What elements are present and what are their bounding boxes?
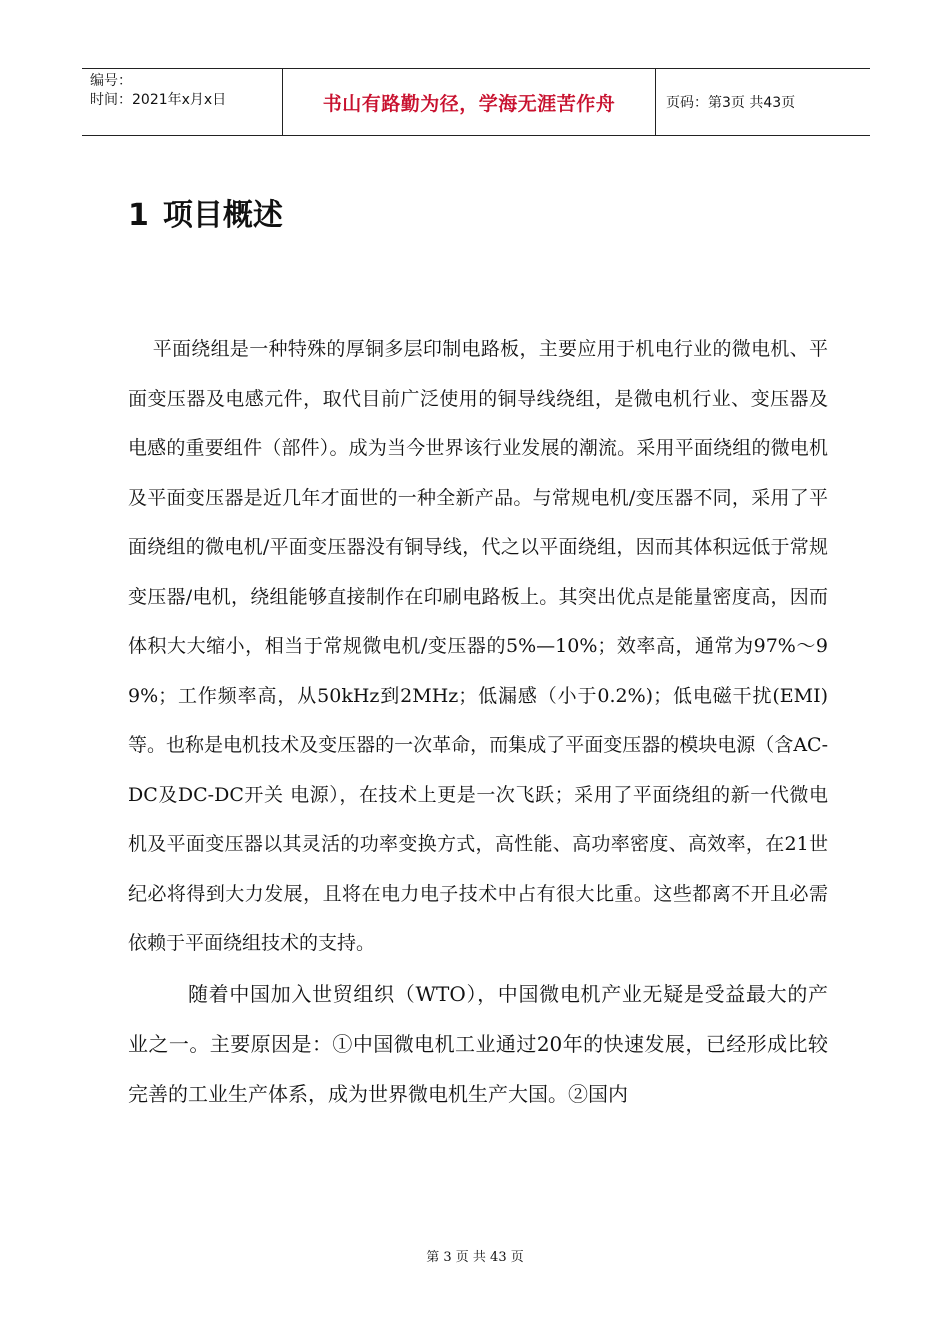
header-motto-cell (282, 69, 656, 135)
document-date-label: 时间：2021年x月x日 (90, 92, 227, 108)
paragraph: 随着中国加入世贸组织（WTO），中国微电机产业无疑是受益最大的产业之一。主要原因是：①中国微电机工业通过20年的快速发展，已经形成比较完善的工业生产体系，成为世界微电机生产大国。②国内 (128, 981, 828, 1106)
section-title: 项目概述 (162, 198, 283, 233)
page-header (82, 68, 870, 136)
header-page-info: 页码：第3页 共43页 (666, 95, 796, 111)
header-page-cell (656, 69, 870, 135)
document-number-label: 编号： (90, 73, 132, 89)
paragraph: 平面绕组是一种特殊的厚铜多层印制电路板，主要应用于机电行业的微电机、平面变压器及电感元件，取代目前广泛使用的铜导线绕组，是微电机行业、变压器及电感的重要组件（部件）。成为当今世界该行业发展的潮流。采用平面绕组的微电机及平面变压器是近几年才面世的一种全新产品。与常规电机/变压器不同，采用了平面绕组的微电机/平面变压器没有铜导线，代之以平面绕组，因而其体积远低于常规变压器/电机，绕组能够直接制作在印刷电路板上。其突出优点是能量密度高，因而体积大大缩小，相当于常规微电机/变压器的5%—10%；效率高，通常为97%～99%；工作频率高，从50kHz到2MHz；低漏感（小于0.2%)；低电磁干扰(EMI)等。也称是电机技术及变压器的一次革命，而集成了平面变压器的模块电源（含AC-DC及DC-DC开关 电源），在技术上更是一次飞跃；采用了平面绕组的新一代微电机及平面变压器以其灵活的功率变换方式，高性能、高功率密度、高效率，在21世纪必将得到大力发展，且将在电力电子技术中占有很大比重。这些都离不开且必需依赖于平面绕组技术的支持。 (128, 338, 828, 954)
document-body (128, 325, 828, 1119)
header-meta (82, 69, 282, 135)
section-number: 1 (128, 198, 149, 233)
section-heading (128, 190, 283, 234)
header-motto: 书山有路勤为径，学海无涯苦作舟 (322, 92, 616, 115)
page-footer (0, 1246, 950, 1265)
footer-page-number: 第 3 页 共 43 页 (426, 1250, 524, 1265)
